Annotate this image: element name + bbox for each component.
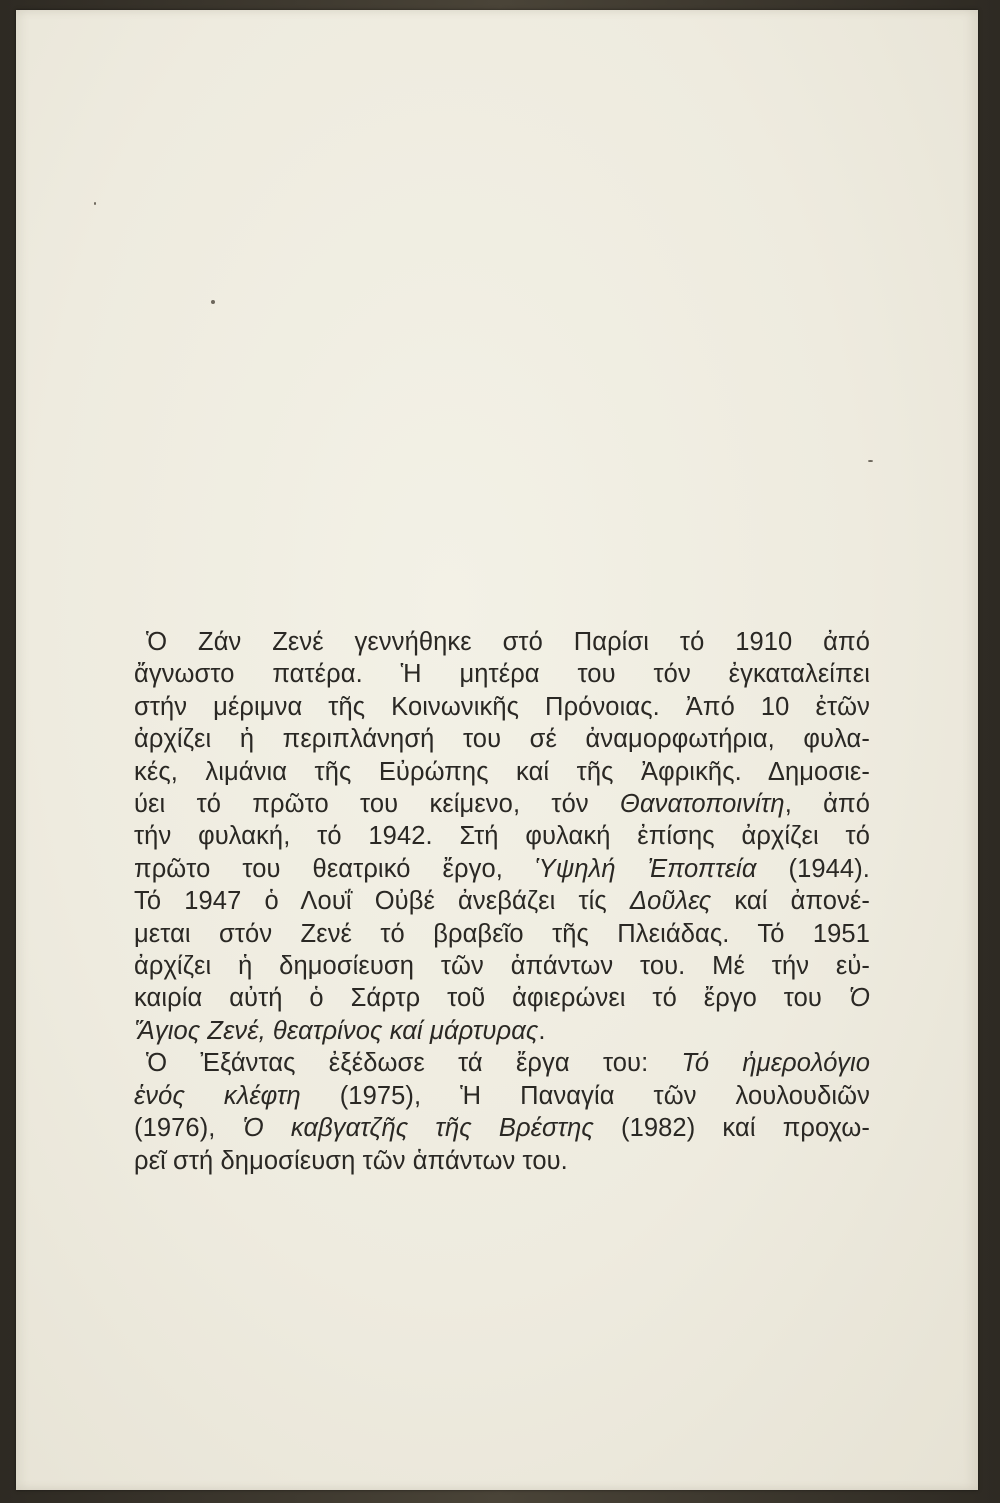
body-text: τήν φυλακή, τό 1942. Στή φυλακή ἐπίσης ἀρχίζει τό: [134, 822, 870, 851]
body-text: Ὁ Ζάν Ζενέ γεννήθηκε στό Παρίσι τό 1910 ἀπό: [146, 628, 870, 656]
body-text: (1982) καί προχω-: [593, 1114, 871, 1143]
body-text: στήν μέριμνα τῆς Κοινωνικῆς Πρόνοιας. Ἀπό 10 ἐτῶν: [134, 692, 870, 721]
biography-paragraph: [134, 626, 870, 1047]
biography-paragraph: [134, 1047, 870, 1177]
text-line: [134, 950, 870, 982]
italic-title-text: Ἅγιος Ζενέ, θεατρίνος καί μάρτυρας: [134, 1016, 539, 1045]
text-line: [134, 1080, 870, 1112]
italic-title-text: Θανατοποινίτη: [620, 790, 785, 819]
paper-speck: [211, 300, 215, 304]
body-text: , ἀπό: [784, 790, 870, 819]
text-line: [134, 691, 870, 723]
body-text: (1976),: [134, 1114, 243, 1143]
text-line: [134, 1145, 870, 1177]
italic-title-text: Ὑψηλή Ἐποπτεία: [534, 854, 757, 883]
body-text: ἀρχίζει ἡ δημοσίευση τῶν ἁπάντων του. Μέ τήν εὐ-: [134, 952, 870, 981]
body-text: ἀρχίζει ἡ περιπλάνησή του σέ ἀναμορφωτήρια, φυλα-: [134, 725, 870, 754]
text-line: [134, 918, 870, 950]
text-line: [134, 756, 870, 788]
text-line: [134, 658, 870, 690]
italic-title-text: ἑνός κλέφτη: [134, 1081, 301, 1110]
body-text: καιρία αὐτή ὁ Σάρτρ τοῦ ἀφιερώνει τό ἔργο του: [134, 984, 849, 1013]
text-line: [134, 982, 870, 1014]
text-line: [134, 1112, 870, 1144]
italic-title-text: Τό ἡμερολόγιο: [681, 1049, 870, 1078]
italic-title-text: Δοῦλες: [629, 887, 712, 916]
paper-speck: [868, 460, 873, 462]
paper-speck: [94, 202, 96, 205]
text-line: [134, 723, 870, 755]
body-text: Τό 1947 ὁ Λουΐ Οὐβέ ἀνεβάζει τίς: [134, 887, 630, 916]
body-text: (1944).: [756, 854, 870, 883]
author-biography: [134, 626, 870, 1177]
body-text: (1975), Ἡ Παναγία τῶν λουλουδιῶν: [300, 1081, 871, 1110]
text-line: [134, 1015, 870, 1047]
body-text: καί ἀπονέ-: [711, 887, 870, 916]
body-text: πρῶτο του θεατρικό ἔργο,: [134, 854, 535, 883]
body-text: Ὁ Ἐξάντας ἐξέδωσε τά ἔργα του:: [146, 1049, 682, 1078]
body-text: ἄγνωστο πατέρα. Ἡ μητέρα του τόν ἐγκαταλείπει: [134, 660, 870, 689]
body-text: μεται στόν Ζενέ τό βραβεῖο τῆς Πλειάδας. Τό 1951: [134, 919, 870, 948]
body-text: .: [538, 1016, 546, 1045]
body-text: ύει τό πρῶτο του κείμενο, τόν: [134, 790, 621, 819]
italic-title-text: Ὁ καβγατζῆς τῆς Βρέστης: [242, 1114, 594, 1143]
text-line: [134, 626, 870, 658]
body-text: ρεῖ στή δημοσίευση τῶν ἁπάντων του.: [134, 1146, 568, 1175]
text-line: [134, 853, 870, 885]
text-line: [134, 788, 870, 820]
text-line: [134, 1047, 870, 1079]
text-line: [134, 820, 870, 852]
italic-title-text: Ὁ: [848, 984, 870, 1013]
body-text: κές, λιμάνια τῆς Εὐρώπης καί τῆς Ἀφρικῆς. Δημοσιε-: [134, 757, 870, 786]
text-line: [134, 885, 870, 917]
